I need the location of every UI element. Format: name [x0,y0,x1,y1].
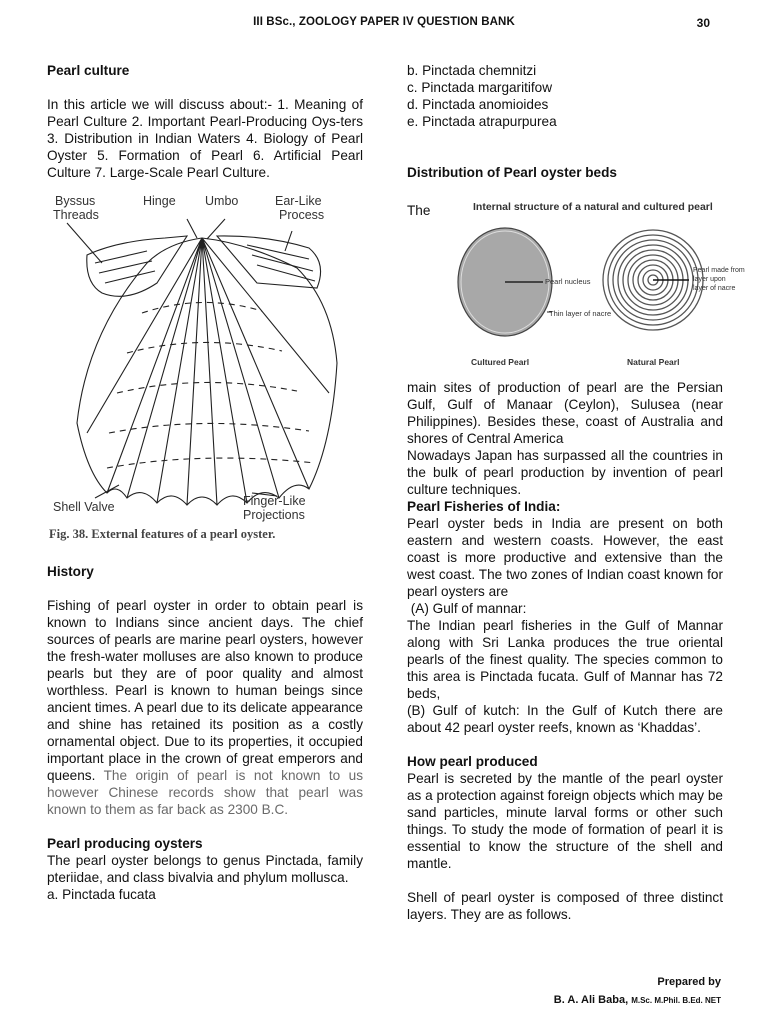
label-layers-3: layer of nacre [693,285,736,292]
heading-how-pearl-produced: How pearl produced [407,754,538,769]
history-origin-text: The origin of pearl is not known to us however Chinese records show that pearl was known to them as far back as 2300 B.C. [47,768,364,817]
label-natural-pearl: Natural Pearl [627,357,680,367]
heading-pearl-culture: Pearl culture [47,63,130,78]
right-column [407,62,745,923]
heading-fisheries: Pearl Fisheries of India: [407,499,561,514]
prepared-by: Prepared by [657,976,721,988]
pearl-oyster-figure [47,193,363,553]
page-header [0,16,768,36]
shell-layers-paragraph: Shell of pearl oyster is composed of three distinct layers. They are as follows. [407,890,723,922]
produced-paragraph: Pearl is secreted by the mantle of the pearl oyster as a protection against foreign objects which may be sand particles, minute larval forms or other such things. To study the mode of formation of pearl it is essential to know the structure of the shell and mantle. [407,771,723,871]
species-item-e: e. Pinctada atrapurpurea [407,114,557,129]
intro-paragraph: In this article we will discuss about:- 1. Meaning of Pearl Culture 2. Important Pearl-Producing Oys-ters 3. Distribution in Indian Waters 4. Biology of Pearl Oyster 5. Formation of Pearl 6. Artificial Pearl Culture 7. Large-Scale Pearl Culture. [47,97,363,180]
fisheries-paragraph: Pearl oyster beds in India are present on both eastern and western coasts. However, the east coast is more productive and extensive than the west coast. The two zones of Indian coast known for pearl oysters are [407,516,723,599]
species-list [407,62,723,130]
gulf-of-kutch-paragraph: (B) Gulf of kutch: In the Gulf of Kutch there are about 42 pearl oyster reefs, known as ‘Khaddas’. [407,703,723,735]
pearl-structure-figure [457,198,745,376]
label-process: Process [279,208,325,222]
species-item-a: a. Pinctada fucata [47,887,156,902]
species-item-b: b. Pinctada chemnitzi [407,63,537,78]
author-name: B. A. Ali Baba, [553,994,629,1006]
label-finger-like: Finger-Like [243,494,306,508]
label-cultured-pearl: Cultured Pearl [471,357,530,367]
oysters-paragraph: The pearl oyster belongs to genus Pinctada, family pteriidae, and class bivalvia and phylum mollusca. [47,853,363,885]
the-word: The [407,203,431,218]
label-umbo: Umbo [205,194,239,208]
author-degrees: M.Sc. M.Phil. B.Ed. NET [631,996,721,1005]
heading-history: History [47,564,94,579]
gulf-of-mannar-heading: (A) Gulf of mannar: [407,601,527,616]
label-layers-2: layer upon [693,276,726,283]
sites-paragraph: main sites of production of pearl are the Persian Gulf, Gulf of Manaar (Ceylon), Sulusea (near Philippines). Besides these, coast of Australia and shores of Central America [407,380,723,446]
figure-caption: Fig. 38. External features of a pearl oyster. [49,527,276,541]
heading-distribution: Distribution of Pearl oyster beds [407,165,617,180]
history-text: Fishing of pearl oyster in order to obtain pearl is known to Indians since ancient days. The chief sources of pearls are marine pearl oysters, however the fresh-water molluses are also known to produce pearls but they are of poor quality and almost worthless. Pearl is known to human beings since ancient times. A pearl due to its delicate appearance and shine has retained its position as a costly ornamental object. Due to its properties, it occupied important place in the crown of great emperors and queens. [47,598,363,783]
label-projections: Projections [243,508,305,522]
footer [554,973,721,1010]
history-paragraph [47,597,363,818]
page-number: 30 [696,16,710,30]
label-shell-valve: Shell Valve [53,500,115,514]
heading-pearl-producing-oysters: Pearl producing oysters [47,836,203,851]
header-title: III BSc., ZOOLOGY PAPER IV QUESTION BANK [253,16,515,28]
label-threads: Threads [53,208,99,222]
label-hinge: Hinge [143,194,176,208]
label-ear-like: Ear-Like [275,194,322,208]
label-byssus: Byssus [55,194,96,208]
pearl-structure-block [407,198,745,376]
japan-paragraph: Nowadays Japan has surpassed all the countries in the bulk of pearl production by invention of pearl culture techniques. [407,448,723,497]
label-pearl-nucleus: Pearl nucleus [545,277,591,286]
species-item-c: c. Pinctada margaritifow [407,80,553,95]
label-thin-nacre: Thin layer of nacre [549,309,612,318]
gulf-of-mannar-paragraph: The Indian pearl fisheries in the Gulf of Mannar along with Sri Lanka produces the true oriental pearls of the finest quality. The species common to this area is Pinctada fucata. Gulf of Mannar has 72 beds, [407,618,723,701]
left-column [47,62,363,903]
pearl-figure-title: Internal structure of a natural and cultured pearl [473,201,713,213]
label-layers-1: Pearl made from [693,267,745,274]
species-item-d: d. Pinctada anomioides [407,97,549,112]
author-line [554,991,721,1010]
